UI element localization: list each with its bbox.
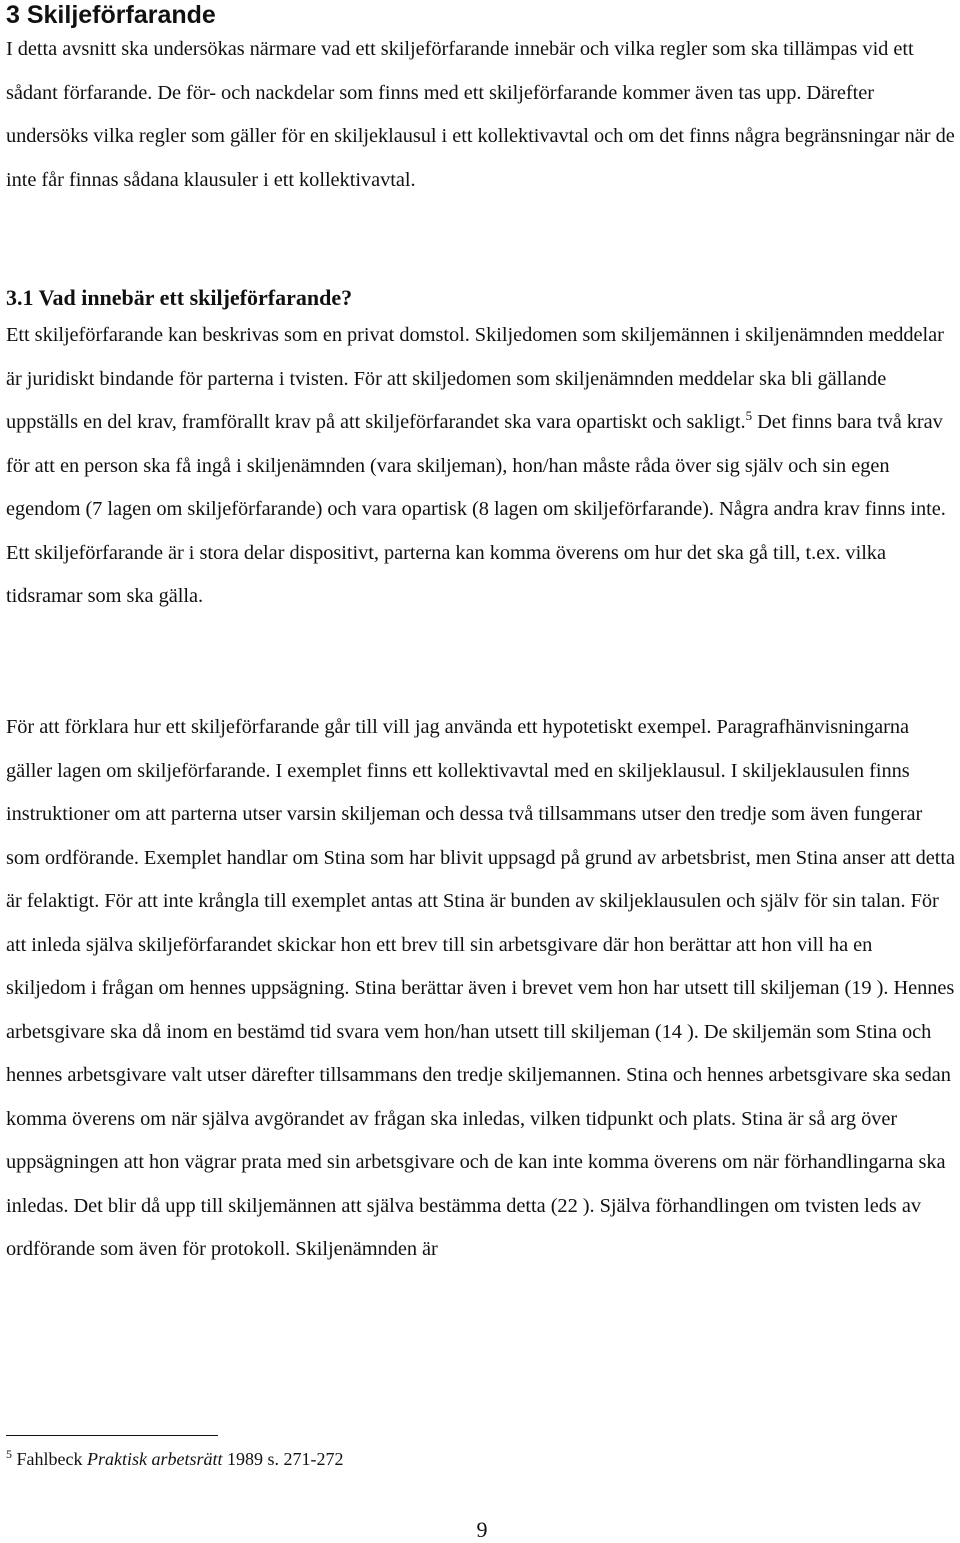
section-paragraph-2: För att förklara hur ett skiljeförfarande går till vill jag använda ett hypotetiskt exempel. Paragrafhänvisningarna gäller lagen om skiljeförfarande. I exemplet finns ett kollektivavtal med en skiljeklausul. I skiljeklausulen finns instruktioner om att parterna utser varsin skiljeman och dessa två tillsammans utser den tredje som även fungerar som ordförande. Exemplet handlar om Stina som har blivit uppsagd på grund av arbetsbrist, men Stina anser att detta är felaktigt. För att inte krångla till exemplet antas att Stina är bunden av skiljeklausulen och själv för sin talan. För att inleda själva skiljeförfarandet skickar hon ett brev till sin arbetsgivare där hon berättar att hon vill ha en skiljedom i frågan om hennes uppsägning. Stina berättar även i brevet vem hon har utsett till skiljeman (19 ). Hennes arbetsgivare ska då inom en bestämd tid svara vem hon/han utsett till skiljeman (14 ). De skiljemän som Stina och hennes arbetsgivare valt utser därefter tillsammans den tredje skiljemannen. Stina och hennes arbetsgivare ska sedan komma överens om när själva avgörandet av frågan ska inledas, vilken tidpunkt och plats. Stina är så arg över uppsägningen att hon vägrar prata med sin arbetsgivare och de kan inte komma överens om när förhandlingarna ska inledas. Det blir då upp till skiljemännen att själva bestämma detta (22 ). Själva förhandlingen om tvisten leds av ordförande som även för protokoll. Skiljenämnden är <box>6 716 955 1260</box>
footnote-divider <box>6 1435 218 1436</box>
footnote <box>6 1446 343 1472</box>
section-paragraph-1 <box>6 314 956 619</box>
footnote-reference[interactable]: 5 <box>745 408 753 424</box>
section-title: 3.1 Vad innebär ett skiljeförfarande? <box>6 285 353 310</box>
section-paragraph-1-text-b: Det finns bara två krav för att en person ska få ingå i skiljenämnden (vara skiljeman), hon/han måste råda över sig själv och sin egen egendom (7 lagen om skiljeförfarande) och vara opartisk (8 lagen om skiljeförfarande). Några andra krav finns inte. Ett skiljeförfarande är i stora delar dispositivt, parterna kan komma överens om hur det ska gå till, t.ex. vilka tidsramar som ska gälla. <box>6 411 946 607</box>
footnote-author: Fahlbeck <box>16 1449 87 1469</box>
footnote-number: 5 <box>6 1447 12 1461</box>
chapter-intro-paragraph: I detta avsnitt ska undersökas närmare vad ett skiljeförfarande innebär och vilka regler som ska tillämpas vid ett sådant förfarande. De för- och nackdelar som finns med ett skiljeförfarande kommer även tas upp. Därefter undersöks vilka regler som gäller för en skiljeklausul i ett kollektivavtal och om det finns några begränsningar när de inte får finnas sådana klausuler i ett kollektivavtal. <box>6 38 955 191</box>
footnote-pages: 1989 s. 271-272 <box>222 1449 344 1469</box>
footnote-work-title: Praktisk arbetsrätt <box>86 1449 223 1469</box>
chapter-title: 3 Skiljeförfarande <box>6 1 216 29</box>
section-paragraph-1-text-a: Ett skiljeförfarande kan beskrivas som en privat domstol. Skiljedomen som skiljemännen i skiljenämnden meddelar är juridiskt bindande för parterna i tvisten. För att skiljedomen som skiljenämnden meddelar ska bli gällande uppställs en del krav, framförallt krav på att skiljeförfarandet ska vara opartiskt och sakligt. <box>6 324 944 433</box>
page-number: 9 <box>476 1517 488 1542</box>
